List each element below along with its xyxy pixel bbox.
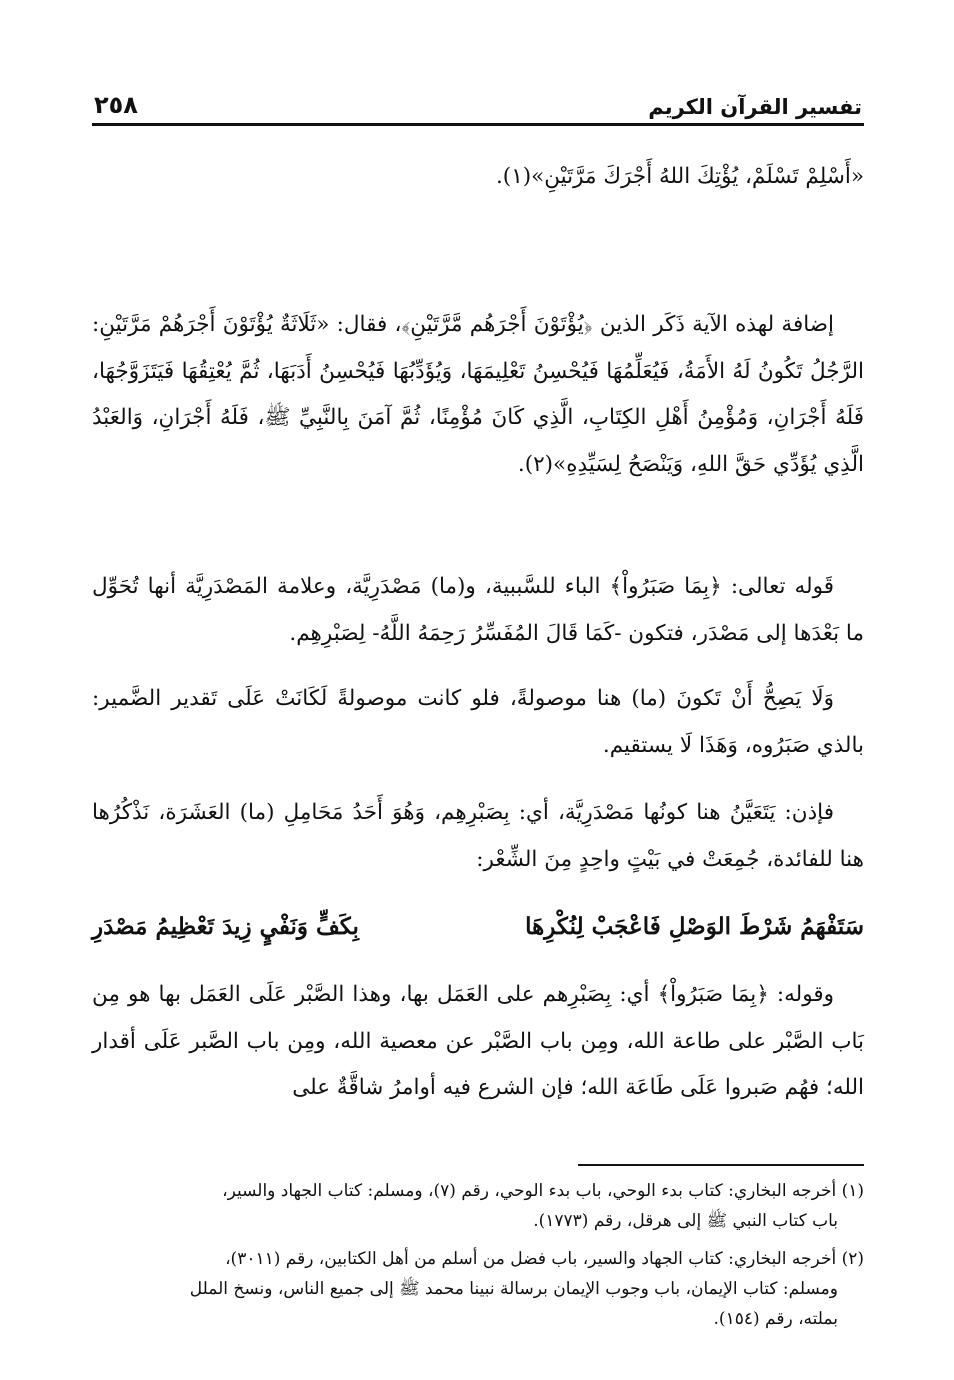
running-header xyxy=(92,84,864,126)
footnote-2-line: بملته، رقم (١٥٤). xyxy=(713,1309,838,1329)
book-page xyxy=(92,84,864,1329)
footnote-2-line: (٢) أخرجه البخاري: كتاب الجهاد والسير، باب فضل من أسلم من أهل الكتابين، رقم (٣٠١١)، xyxy=(225,1249,864,1269)
book-title: تفسير القرآن الكريم xyxy=(648,95,862,119)
ma-relative-paragraph: وَلَا يَصِحُّ أَنْ تَكونَ (ما) هنا موصولةً، فلو كانت موصولةً لَكَانَتْ عَلَى تَقدير الضَّمير: بالذي صَبَرُوه، وَهَذَا لَا يستقيم. xyxy=(92,686,864,758)
verse-second-hemistich: بِكَفٍّ وَنَفْيٍ زِيدَ تَعْظِيمُ مَصْدَرِ xyxy=(92,913,359,940)
footnote-2 xyxy=(92,1244,864,1334)
footnote-divider xyxy=(578,1164,864,1166)
verse-first-hemistich: سَتَفْهَمُ شَرْطَ الوَصْلِ فَاعْجَبْ لِنُكْرِهَا xyxy=(525,913,864,940)
footnote-1-line: باب كتاب النبي ﷺ إلى هرقل، رقم (١٧٧٣). xyxy=(533,1211,838,1231)
footnote-1-line: (١) أخرجه البخاري: كتاب بدء الوحي، باب بدء الوحي، رقم (٧)، ومسلم: كتاب الجهاد والسير، xyxy=(222,1181,864,1201)
page-number: ٢٥٨ xyxy=(94,91,138,119)
hadith-quote-paragraph: «أَسْلِمْ تَسْلَمْ، يُؤْتِكَ اللهُ أَجْرَكَ مَرَّتَيْنِ»(١). xyxy=(495,164,864,189)
ba-causative-paragraph: قَوله تعالى: ﴿بِمَا صَبَرُواْ﴾ الباء للسَّببية، و(ما) مَصْدَرِيَّة، وعلامة المَصْدَرِيَّة أنها تُحَوِّل ما بَعْدَها إلى مَصْدَر، فتكون -كَمَا قَالَ المُفَسِّرُ رَحِمَهُ اللَّهُ- لِصَبْرِهِم. xyxy=(92,574,864,646)
footnote-1 xyxy=(92,1176,864,1236)
ma-meanings-paragraph: فإذن: يَتَعَيَّنُ هنا كونُها مَصْدَرِيَّة، أي: بِصَبْرِهِم، وَهُوَ أَحَدُ مَحَامِلِ (ما) العَشَرَة، نَذْكُرُها هنا للفائدة، جُمِعَتْ في بَيْتٍ واحِدٍ مِنَ الشِّعْر: xyxy=(92,800,864,872)
patience-paragraph: وقوله: ﴿بِمَا صَبَرُواْ﴾ أي: بِصَبْرِهم على العَمَل بها، وهذا الصَّبْر عَلَى العَمَل بها هو مِن بَاب الصَّبْر على طاعة الله، ومِن باب الصَّبْر عن معصية الله، ومِن باب الصَّبر عَلَى أقدار الله؛ فهُم صَبروا عَلَى طَاعَة الله؛ فإن الشرع فيه أوامرُ شاقَّةٌ على xyxy=(92,982,864,1100)
three-rewarded-paragraph: إضافة لهذه الآية ذَكَر الذين ﴿يُؤْتَوْنَ أَجْرَهُم مَّرَّتَيْنِ﴾، فقال: «ثَلَاثَةٌ يُؤْتَوْنَ أَجْرَهُمْ مَرَّتَيْنِ: الرَّجُلُ تَكُونُ لَهُ الأَمَةُ، فَيُعَلِّمُهَا فَيُحْسِنُ تَعْلِيمَهَا، وَيُؤَدِّبُهَا فَيُحْسِنُ أَدَبَهَا، ثُمَّ يُعْتِقُهَا فَيَتَزَوَّجُهَا، فَلَهُ أَجْرَانِ، وَمُؤْمِنُ أَهْلِ الكِتَابِ، الَّذِي كَانَ مُؤْمِنًا، ثُمَّ آمَنَ بِالنَّبِيِّ ﷺ، فَلَهُ أَجْرَانِ، وَالعَبْدُ الَّذِي يُؤَدِّي حَقَّ اللهِ، وَيَنْصَحُ لِسَيِّدِهِ»(٢). xyxy=(92,312,864,477)
poetry-verse xyxy=(92,902,864,952)
footnote-2-line: ومسلم: كتاب الإيمان، باب وجوب الإيمان برسالة نبينا محمد ﷺ إلى جميع الناس، ونسخ الملل xyxy=(189,1279,838,1299)
